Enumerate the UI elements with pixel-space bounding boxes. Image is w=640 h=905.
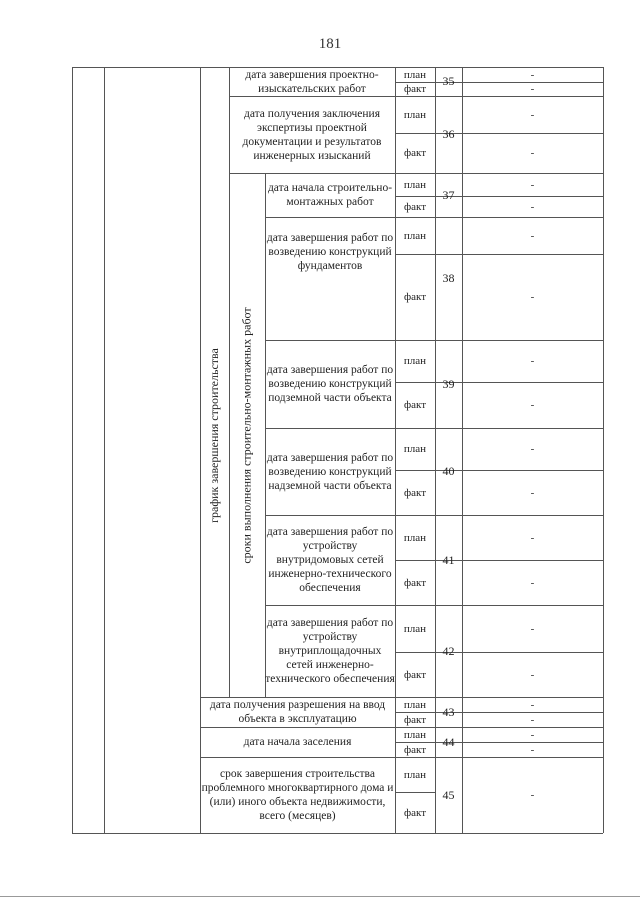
row-42-text: дата завершения работ по устройству внутриплощадочных сетей инженерно-технического обеспечения [265, 617, 395, 685]
row-36-plan-value: - [530, 108, 535, 121]
row-42-number: 42 [442, 643, 455, 658]
row-45-text: срок завершения строительства проблемного многоквартирного дома и (или) иного объекта недвижимости, всего (месяцев) [201, 768, 394, 822]
row-41-plan-value: - [530, 531, 535, 544]
row-37-plan-label: план [403, 178, 427, 191]
row-41-plan-label: план [403, 531, 427, 544]
row-41-number: 41 [442, 552, 455, 567]
row-45-plan-label: план [403, 768, 427, 781]
col-line-0 [72, 67, 73, 833]
row-42-plan-label: план [403, 622, 427, 635]
row-38-plan-value: - [530, 229, 535, 242]
row-42-fact-label: факт [403, 668, 427, 681]
row-36-text: дата получения заключения экспертизы проектной документации и результатов инженерных изысканий [242, 107, 382, 162]
row-41-text: дата завершения работ по устройству внутридомовых сетей инженерно-технического обеспечения [266, 526, 394, 594]
row-44-fact-label: факт [403, 743, 427, 756]
row-40-plan-label: план [403, 443, 427, 455]
row-40-fact-label: факт [403, 486, 427, 499]
row-38-text: дата завершения работ по возведению конструкций фундаментов [266, 232, 394, 272]
row-38-plan-label: план [403, 229, 427, 242]
row-44-plan-label: план [403, 728, 427, 741]
row-37-plan-value: - [530, 178, 535, 191]
row-35-fact-value: - [530, 83, 535, 95]
row-44-fact-value: - [530, 743, 535, 756]
row-39-number: 39 [442, 376, 455, 391]
row-37-number: 37 [442, 187, 455, 202]
row-36-number: 36 [442, 127, 455, 141]
row-38-number: 38 [442, 271, 455, 285]
row-38-fact-label: факт [403, 291, 427, 303]
row-35-plan-label: план [403, 68, 427, 81]
row-39-plan-value: - [530, 355, 535, 367]
row-43-text: дата получения разрешения на ввод объекта в эксплуатацию [209, 699, 386, 725]
outer-group-cell [200, 173, 229, 697]
row-37-fact-label: факт [403, 200, 427, 213]
row-35-fact-label: факт [403, 83, 427, 95]
row-43-plan-value: - [530, 698, 535, 711]
row-35-plan-value: - [530, 68, 535, 81]
row-44-number: 44 [442, 734, 455, 749]
row-43-fact-label: факт [403, 713, 427, 726]
row-40-plan-value: - [530, 443, 535, 455]
row-39-text: дата завершения работ по возведению конструкций подземной части объекта [266, 364, 394, 404]
row-45-number: 45 [442, 787, 455, 802]
row-39-fact-label: факт [403, 399, 427, 411]
inner-group-cell [229, 173, 265, 697]
row-43-number: 43 [442, 704, 455, 719]
table-bottom-border [72, 833, 603, 834]
row-45-fact-label: факт [403, 806, 427, 819]
row-36-fact-label: факт [403, 147, 427, 159]
row-45-value: - [530, 789, 535, 801]
row-42-fact-value: - [530, 668, 535, 681]
outer-group-label: график завершения строительства [207, 347, 221, 523]
row-38-fact-value: - [530, 291, 535, 303]
row-40-text: дата завершения работ по возведению конструкций надземной части объекта [266, 451, 394, 492]
row-35-text: дата завершения проектно-изыскательских работ [245, 68, 379, 95]
row-43-fact-value: - [530, 713, 535, 726]
row-36-fact-value: - [530, 147, 535, 159]
page-number: 181 [318, 36, 342, 52]
row-36-plan-label: план [403, 108, 427, 121]
page-bottom-rule [0, 896, 640, 897]
row-40-number: 40 [442, 464, 455, 478]
row-42-plan-value: - [530, 622, 535, 635]
row-37-text: дата начала строительно-монтажных работ [267, 182, 393, 208]
row-39-fact-value: - [530, 399, 535, 411]
row-40-fact-value: - [530, 486, 535, 499]
col-line-1 [104, 67, 105, 833]
row-43-plan-label: план [403, 698, 427, 711]
row-44-plan-value: - [530, 728, 535, 741]
row-41-fact-label: факт [403, 576, 427, 589]
row-44-text: дата начала заселения [243, 736, 352, 748]
inner-group-label: сроки выполнения строительно-монтажных работ [239, 306, 254, 564]
row-35-number: 35 [442, 74, 455, 88]
row-39-plan-label: план [403, 355, 427, 367]
row-37-fact-value: - [530, 200, 535, 213]
row-41-fact-value: - [530, 576, 535, 589]
col-line-8 [603, 67, 604, 833]
